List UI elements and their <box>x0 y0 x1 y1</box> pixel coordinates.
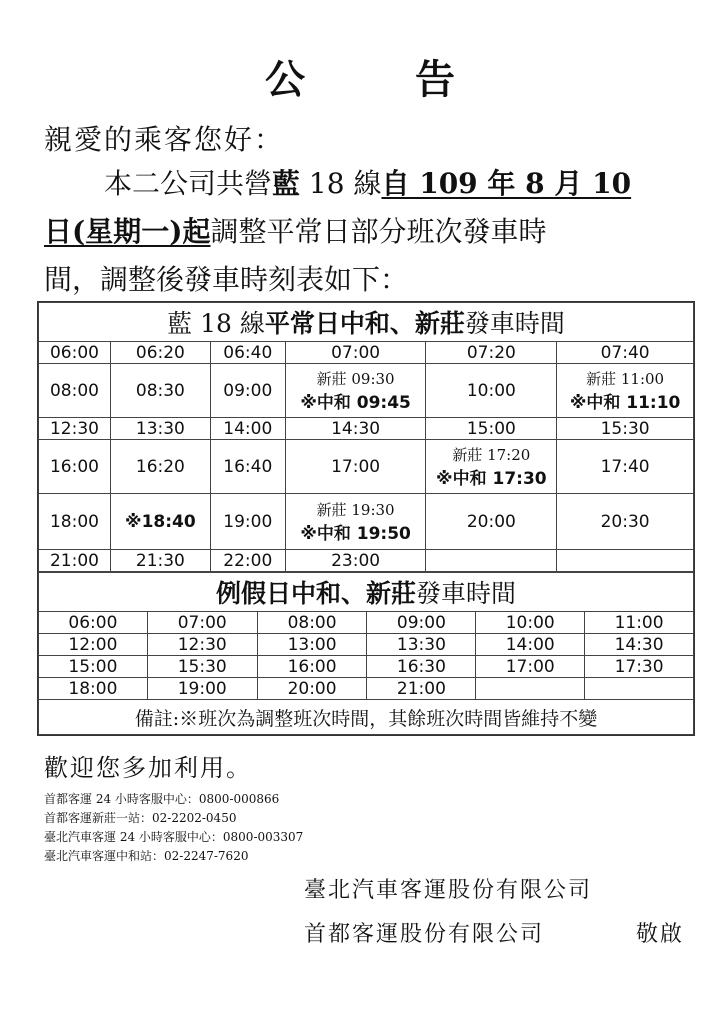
time-cell: 06:00 <box>39 342 111 364</box>
zhonghe-time: ※中和 19:50 <box>300 523 411 544</box>
table-row <box>39 364 694 418</box>
table-row <box>39 440 694 494</box>
time-cell: 22:00 <box>210 550 285 572</box>
time-cell: 12:00 <box>39 634 148 656</box>
notice-paragraph <box>44 160 692 304</box>
table-row <box>39 634 694 656</box>
effective-date: 自 109 年 8 月 10 <box>381 167 632 200</box>
title-char-1: 公 <box>265 56 305 103</box>
time-cell: 17:30 <box>585 656 694 678</box>
time-cell: 18:00 <box>39 494 111 550</box>
zhonghe-time: ※中和 11:10 <box>569 392 681 413</box>
weekday-header-bold: 平常日中和、新莊 <box>264 309 465 338</box>
time-cell: 21:30 <box>110 550 210 572</box>
time-cell: 07:00 <box>285 342 426 364</box>
split-time-cell <box>557 364 694 418</box>
time-cell: 21:00 <box>367 678 476 700</box>
adjusted-time-cell: ※18:40 <box>110 494 210 550</box>
weekday-header-prefix: 藍 18 線 <box>167 309 265 338</box>
weekday-header-suffix: 發車時間 <box>464 309 565 338</box>
table-row <box>39 418 694 440</box>
time-cell: 15:00 <box>426 418 557 440</box>
company-capital-bus: 首都客運股份有限公司 <box>304 922 545 947</box>
time-cell: 16:00 <box>39 440 111 494</box>
time-cell: 20:30 <box>557 494 694 550</box>
para-text-1: 本二公司共營 <box>104 167 273 200</box>
time-cell: 17:00 <box>476 656 585 678</box>
xinzhuang-time: 新莊 19:30 <box>316 500 395 519</box>
time-cell: 20:00 <box>257 678 367 700</box>
time-cell: 16:20 <box>110 440 210 494</box>
contact-line: 首都客運 24 小時客服中心：0800-000866 <box>44 792 280 806</box>
time-cell <box>557 550 694 572</box>
schedule-table <box>37 301 695 736</box>
time-cell: 13:30 <box>367 634 476 656</box>
paragraph-line-3: 間，調整後發車時刻表如下： <box>44 263 409 296</box>
table-row <box>39 550 694 572</box>
company-taipei-bus: 臺北汽車客運股份有限公司 <box>304 878 593 903</box>
time-cell: 21:00 <box>39 550 111 572</box>
greeting: 親愛的乘客您好： <box>44 123 285 156</box>
split-time-cell <box>285 494 426 550</box>
remarks-text: 班次為調整班次時間，其餘班次時間皆維持不變 <box>198 707 598 730</box>
time-cell: 15:00 <box>39 656 148 678</box>
time-cell: 16:00 <box>257 656 367 678</box>
contact-list <box>44 790 303 866</box>
contact-line: 臺北汽車客運中和站：02-2247-7620 <box>44 849 249 863</box>
time-cell: 16:30 <box>367 656 476 678</box>
time-cell: 17:40 <box>557 440 694 494</box>
time-cell: 19:00 <box>210 494 285 550</box>
time-cell <box>476 678 585 700</box>
time-cell: 08:00 <box>39 364 111 418</box>
paragraph-line-2 <box>44 208 692 256</box>
time-cell: 08:00 <box>257 612 367 634</box>
para-text-2: 調整平常日部分班次發車時 <box>210 215 547 248</box>
time-cell: 18:00 <box>39 678 148 700</box>
xinzhuang-time: 新莊 09:30 <box>316 369 395 388</box>
holiday-table <box>38 572 694 735</box>
effective-date-cont: 日(星期一)起 <box>44 215 211 248</box>
time-cell: 16:40 <box>210 440 285 494</box>
time-cell: 14:30 <box>585 634 694 656</box>
time-cell: 13:30 <box>110 418 210 440</box>
zhonghe-time: ※中和 09:45 <box>300 392 411 413</box>
time-cell: 14:30 <box>285 418 426 440</box>
time-cell: 17:00 <box>285 440 426 494</box>
time-cell: 15:30 <box>147 656 257 678</box>
time-cell: 07:40 <box>557 342 694 364</box>
route-name: 藍 <box>272 167 301 200</box>
notice-title <box>0 48 720 105</box>
table-row <box>39 678 694 700</box>
contact-line: 首都客運新莊一站：02-2202-0450 <box>44 811 237 825</box>
welcome-text: 歡迎您多加利用。 <box>44 754 252 782</box>
time-cell: 12:30 <box>147 634 257 656</box>
time-cell: 10:00 <box>476 612 585 634</box>
time-cell: 14:00 <box>476 634 585 656</box>
time-cell: 20:00 <box>426 494 557 550</box>
time-cell: 06:20 <box>110 342 210 364</box>
xinzhuang-time: 新莊 17:20 <box>452 445 531 464</box>
zhonghe-time: ※中和 17:30 <box>436 468 547 489</box>
split-time-cell <box>285 364 426 418</box>
split-time-cell <box>426 440 557 494</box>
xinzhuang-time: 新莊 11:00 <box>586 369 665 388</box>
time-cell <box>585 678 694 700</box>
time-cell: 23:00 <box>285 550 426 572</box>
table-row <box>39 656 694 678</box>
table-row <box>39 612 694 634</box>
time-cell: 06:40 <box>210 342 285 364</box>
time-cell: 15:30 <box>557 418 694 440</box>
time-cell <box>426 550 557 572</box>
time-cell: 06:00 <box>39 612 148 634</box>
holiday-header <box>39 573 694 612</box>
time-cell: 08:30 <box>110 364 210 418</box>
remarks-row <box>39 700 694 735</box>
time-cell: 10:00 <box>426 364 557 418</box>
weekday-table <box>38 302 694 572</box>
remarks-label: 備註:※ <box>134 707 199 730</box>
time-cell: 19:00 <box>147 678 257 700</box>
title-char-2: 告 <box>415 56 455 103</box>
table-row <box>39 494 694 550</box>
table-row <box>39 342 694 364</box>
paragraph-line-1 <box>44 160 692 208</box>
time-cell: 14:00 <box>210 418 285 440</box>
holiday-header-suffix: 發車時間 <box>416 579 517 608</box>
weekday-header <box>39 303 694 342</box>
closing-text: 敬啟 <box>636 922 685 947</box>
route-number: 18 線 <box>300 167 382 200</box>
holiday-header-bold: 例假日中和、新莊 <box>215 579 416 608</box>
contact-line: 臺北汽車客運 24 小時客服中心：0800-003307 <box>44 830 304 844</box>
time-cell: 07:00 <box>147 612 257 634</box>
time-cell: 09:00 <box>210 364 285 418</box>
time-cell: 11:00 <box>585 612 694 634</box>
time-cell: 12:30 <box>39 418 111 440</box>
time-cell: 13:00 <box>257 634 367 656</box>
time-cell: 07:20 <box>426 342 557 364</box>
time-cell: 09:00 <box>367 612 476 634</box>
